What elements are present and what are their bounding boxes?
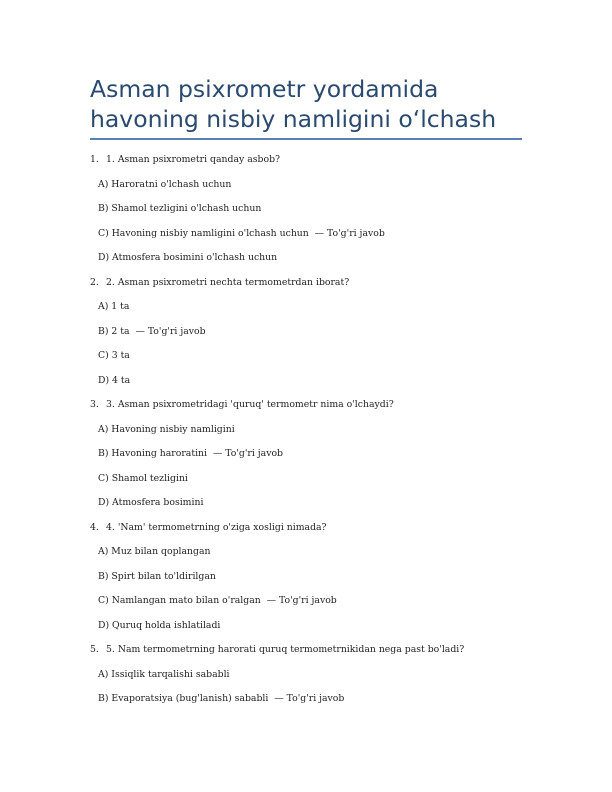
option-5b: B) Evaporatsiya (bug'lanish) sababli — To'g'ri javob [98, 693, 345, 704]
option-3d: D) Atmosfera bosimini [98, 497, 204, 508]
option-4d: D) Quruq holda ishlatiladi [98, 619, 221, 631]
correct-answer-mark: — To'g'ri javob [314, 227, 385, 239]
option-1b: B) Shamol tezligini o'lchash uchun [98, 203, 262, 214]
option-1a: A) Haroratni o'lchash uchun [98, 178, 232, 190]
question-5 [90, 643, 530, 668]
option-5a: A) Issiqlik tarqalishi sababli [98, 668, 230, 680]
option-2a: A) 1 ta [98, 301, 130, 312]
correct-answer-mark: — To'g'ri javob [274, 693, 345, 704]
option-2b: B) 2 ta — To'g'ri javob [98, 325, 206, 337]
option-2d: D) 4 ta [98, 374, 131, 386]
question-text: 2. Asman psixrometri nechta termometrdan iborat? [106, 276, 350, 288]
question-number: 2. [90, 276, 99, 288]
question-number: 1. [90, 154, 99, 165]
question-text: 4. 'Nam' termometrning o'ziga xosligi nimada? [106, 521, 327, 533]
option-1c: C) Havoning nisbiy namligini o'lchash uchun — To'g'ri javob [98, 227, 385, 239]
option-2c: C) 3 ta [98, 350, 130, 361]
option-4b: B) Spirt bilan to'ldirilgan [98, 570, 216, 582]
question-number: 5. [90, 644, 99, 655]
option-4c: C) Namlangan mato bilan o'ralgan — To'g'ri javob [98, 595, 337, 606]
question-3 [90, 398, 530, 423]
page-title: Asman psixrometr yordamida havoning nisbiy namligini o‘lchash [90, 75, 497, 133]
correct-answer-mark: — To'g'ri javob [266, 595, 337, 606]
question-text: 1. Asman psixrometri qanday asbob? [106, 154, 280, 165]
question-1 [90, 153, 530, 178]
correct-answer-mark: — To'g'ri javob [213, 448, 283, 459]
correct-answer-mark: — To'g'ri javob [135, 325, 206, 337]
option-1d: D) Atmosfera bosimini o'lchash uchun [98, 252, 278, 263]
question-4 [90, 521, 530, 546]
question-text: 5. Nam termometrning harorati quruq termometrnikidan nega past bo'ladi? [106, 644, 465, 655]
question-number: 4. [90, 521, 99, 533]
option-4a: A) Muz bilan qoplangan [98, 546, 211, 557]
option-3a: A) Havoning nisbiy namligini [98, 423, 235, 435]
title-divider [90, 138, 522, 140]
question-list [90, 153, 530, 717]
question-text: 3. Asman psixrometridagi 'quruq' termometr nima o'lchaydi? [106, 399, 394, 410]
question-number: 3. [90, 399, 99, 410]
option-3c: C) Shamol tezligini [98, 472, 188, 484]
option-3b: B) Havoning haroratini — To'g'ri javob [98, 448, 283, 459]
question-2 [90, 276, 530, 301]
